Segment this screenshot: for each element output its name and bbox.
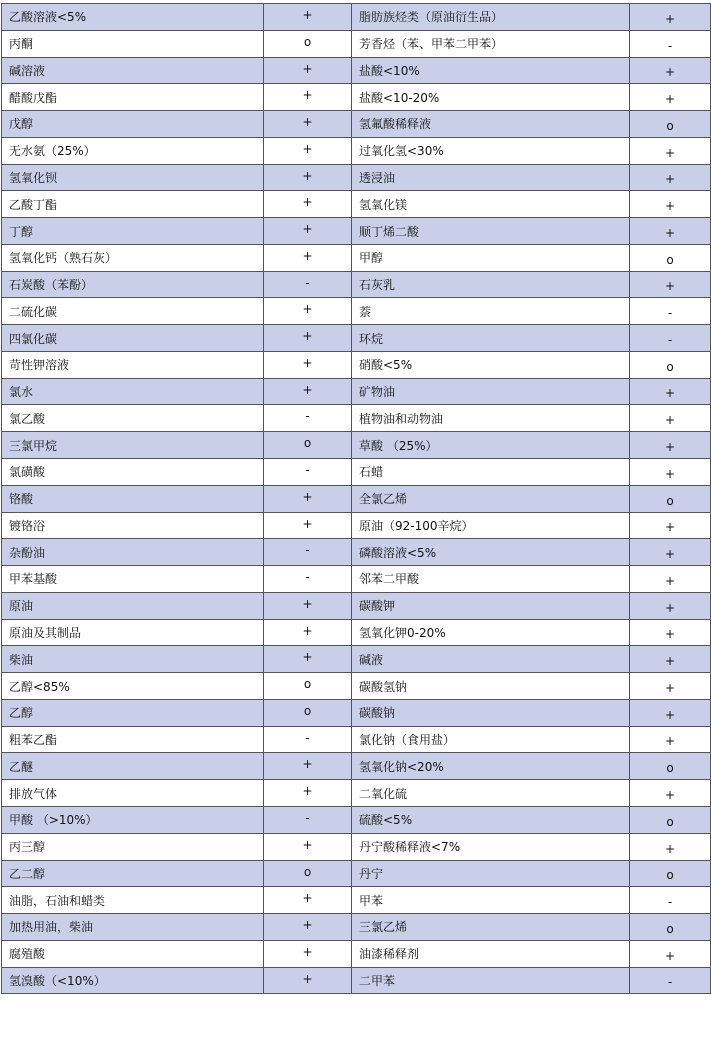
right-resistance-mark: +	[630, 405, 711, 432]
left-resistance-mark: +	[264, 298, 352, 325]
table-row	[2, 325, 711, 352]
table-row	[2, 967, 711, 994]
right-chemical-name: 石灰乳	[352, 271, 630, 298]
right-chemical-name: 丹宁酸稀释液<7%	[352, 833, 630, 860]
right-resistance-mark: +	[630, 699, 711, 726]
left-resistance-mark: o	[264, 30, 352, 57]
left-resistance-mark: +	[264, 164, 352, 191]
right-chemical-name: 过氧化氢<30%	[352, 137, 630, 164]
right-chemical-name: 氢氟酸稀释液	[352, 111, 630, 138]
right-resistance-mark: +	[630, 57, 711, 84]
table-row	[2, 30, 711, 57]
right-resistance-mark: +	[630, 378, 711, 405]
right-chemical-name: 碳酸氢钠	[352, 673, 630, 700]
right-chemical-name: 碳酸钾	[352, 592, 630, 619]
left-resistance-mark: -	[264, 806, 352, 833]
left-resistance-mark: +	[264, 325, 352, 352]
right-resistance-mark: +	[630, 619, 711, 646]
right-resistance-mark: +	[630, 539, 711, 566]
right-resistance-mark: -	[630, 298, 711, 325]
left-chemical-name: 乙酸溶液<5%	[2, 4, 264, 31]
table-row	[2, 833, 711, 860]
left-resistance-mark: +	[264, 4, 352, 31]
left-chemical-name: 氢氧化钡	[2, 164, 264, 191]
right-resistance-mark: o	[630, 753, 711, 780]
right-chemical-name: 碳酸钠	[352, 699, 630, 726]
right-chemical-name: 石蜡	[352, 459, 630, 486]
table-row	[2, 164, 711, 191]
right-resistance-mark: o	[630, 806, 711, 833]
left-resistance-mark: +	[264, 191, 352, 218]
right-resistance-mark: +	[630, 566, 711, 593]
right-chemical-name: 原油（92-100辛烷）	[352, 512, 630, 539]
left-resistance-mark: -	[264, 539, 352, 566]
right-chemical-name: 环烷	[352, 325, 630, 352]
left-chemical-name: 腐殖酸	[2, 940, 264, 967]
right-chemical-name: 盐酸<10-20%	[352, 84, 630, 111]
right-resistance-mark: +	[630, 218, 711, 245]
table-row	[2, 271, 711, 298]
left-chemical-name: 氯磺酸	[2, 459, 264, 486]
right-resistance-mark: +	[630, 84, 711, 111]
table-row	[2, 512, 711, 539]
table-row	[2, 244, 711, 271]
left-resistance-mark: o	[264, 432, 352, 459]
right-resistance-mark: o	[630, 860, 711, 887]
left-resistance-mark: +	[264, 111, 352, 138]
table-row	[2, 646, 711, 673]
right-resistance-mark: +	[630, 4, 711, 31]
left-chemical-name: 乙醇	[2, 699, 264, 726]
table-row	[2, 137, 711, 164]
right-chemical-name: 二甲苯	[352, 967, 630, 994]
right-resistance-mark: o	[630, 485, 711, 512]
right-resistance-mark: +	[630, 164, 711, 191]
left-chemical-name: 氯乙酸	[2, 405, 264, 432]
right-chemical-name: 草酸 （25%）	[352, 432, 630, 459]
right-chemical-name: 氢氧化钠<20%	[352, 753, 630, 780]
right-chemical-name: 顺丁烯二酸	[352, 218, 630, 245]
left-resistance-mark: +	[264, 914, 352, 941]
right-chemical-name: 氢氧化钾0-20%	[352, 619, 630, 646]
left-resistance-mark: +	[264, 646, 352, 673]
right-chemical-name: 氯化钠（食用盐）	[352, 726, 630, 753]
left-chemical-name: 柴油	[2, 646, 264, 673]
right-resistance-mark: o	[630, 914, 711, 941]
right-chemical-name: 邻苯二甲酸	[352, 566, 630, 593]
table-row	[2, 566, 711, 593]
table-row	[2, 432, 711, 459]
left-chemical-name: 油脂，石油和蜡类	[2, 887, 264, 914]
right-chemical-name: 硝酸<5%	[352, 351, 630, 378]
table-row	[2, 780, 711, 807]
right-resistance-mark: +	[630, 271, 711, 298]
left-resistance-mark: -	[264, 726, 352, 753]
right-chemical-name: 透浸油	[352, 164, 630, 191]
right-chemical-name: 磷酸溶液<5%	[352, 539, 630, 566]
right-resistance-mark: +	[630, 646, 711, 673]
left-resistance-mark: o	[264, 699, 352, 726]
left-resistance-mark: +	[264, 940, 352, 967]
right-chemical-name: 植物油和动物油	[352, 405, 630, 432]
left-resistance-mark: +	[264, 244, 352, 271]
right-chemical-name: 脂肪族烃类（原油衍生品）	[352, 4, 630, 31]
left-chemical-name: 丙三醇	[2, 833, 264, 860]
right-chemical-name: 硫酸<5%	[352, 806, 630, 833]
right-chemical-name: 萘	[352, 298, 630, 325]
left-resistance-mark: -	[264, 405, 352, 432]
left-resistance-mark: +	[264, 780, 352, 807]
right-resistance-mark: +	[630, 592, 711, 619]
right-resistance-mark: -	[630, 967, 711, 994]
table-row	[2, 860, 711, 887]
left-resistance-mark: +	[264, 512, 352, 539]
right-chemical-name: 矿物油	[352, 378, 630, 405]
right-chemical-name: 盐酸<10%	[352, 57, 630, 84]
table-row	[2, 699, 711, 726]
left-chemical-name: 排放气体	[2, 780, 264, 807]
left-chemical-name: 乙二醇	[2, 860, 264, 887]
table-row	[2, 806, 711, 833]
right-resistance-mark: +	[630, 780, 711, 807]
left-chemical-name: 杂酚油	[2, 539, 264, 566]
left-chemical-name: 醋酸戊酯	[2, 84, 264, 111]
right-resistance-mark: +	[630, 833, 711, 860]
left-chemical-name: 乙醇<85%	[2, 673, 264, 700]
left-chemical-name: 甲苯基酸	[2, 566, 264, 593]
right-chemical-name: 二氧化硫	[352, 780, 630, 807]
table-body	[2, 4, 711, 994]
left-resistance-mark: +	[264, 84, 352, 111]
table-row	[2, 4, 711, 31]
right-resistance-mark: -	[630, 325, 711, 352]
left-chemical-name: 戊醇	[2, 111, 264, 138]
left-resistance-mark: +	[264, 57, 352, 84]
left-chemical-name: 苛性钾溶液	[2, 351, 264, 378]
left-resistance-mark: +	[264, 218, 352, 245]
left-resistance-mark: +	[264, 592, 352, 619]
table-row	[2, 940, 711, 967]
left-resistance-mark: +	[264, 378, 352, 405]
right-chemical-name: 甲醇	[352, 244, 630, 271]
right-chemical-name: 甲苯	[352, 887, 630, 914]
right-chemical-name: 三氯乙烯	[352, 914, 630, 941]
right-resistance-mark: +	[630, 673, 711, 700]
left-chemical-name: 原油	[2, 592, 264, 619]
right-chemical-name: 芳香烃（苯、甲苯二甲苯）	[352, 30, 630, 57]
table-row	[2, 111, 711, 138]
left-resistance-mark: +	[264, 887, 352, 914]
left-chemical-name: 丁醇	[2, 218, 264, 245]
right-resistance-mark: +	[630, 137, 711, 164]
right-resistance-mark: -	[630, 887, 711, 914]
right-resistance-mark: +	[630, 432, 711, 459]
left-chemical-name: 石炭酸（苯酚）	[2, 271, 264, 298]
right-chemical-name: 碱液	[352, 646, 630, 673]
left-resistance-mark: +	[264, 619, 352, 646]
left-resistance-mark: o	[264, 860, 352, 887]
left-chemical-name: 乙醚	[2, 753, 264, 780]
right-resistance-mark: -	[630, 30, 711, 57]
left-chemical-name: 二硫化碳	[2, 298, 264, 325]
left-chemical-name: 丙酮	[2, 30, 264, 57]
chemical-resistance-table	[1, 3, 711, 994]
left-resistance-mark: +	[264, 351, 352, 378]
left-chemical-name: 粗苯乙酯	[2, 726, 264, 753]
left-resistance-mark: -	[264, 459, 352, 486]
table-row	[2, 218, 711, 245]
table-row	[2, 57, 711, 84]
left-chemical-name: 无水氨（25%）	[2, 137, 264, 164]
left-chemical-name: 氯水	[2, 378, 264, 405]
right-resistance-mark: +	[630, 726, 711, 753]
left-resistance-mark: +	[264, 753, 352, 780]
left-chemical-name: 三氯甲烷	[2, 432, 264, 459]
right-resistance-mark: +	[630, 191, 711, 218]
left-resistance-mark: -	[264, 271, 352, 298]
table-row	[2, 298, 711, 325]
table-row	[2, 619, 711, 646]
table-row	[2, 592, 711, 619]
left-chemical-name: 乙酸丁酯	[2, 191, 264, 218]
right-resistance-mark: o	[630, 111, 711, 138]
right-chemical-name: 丹宁	[352, 860, 630, 887]
left-chemical-name: 加热用油，柴油	[2, 914, 264, 941]
right-resistance-mark: +	[630, 940, 711, 967]
right-chemical-name: 油漆稀释剂	[352, 940, 630, 967]
table-row	[2, 887, 711, 914]
right-resistance-mark: +	[630, 512, 711, 539]
table-row	[2, 726, 711, 753]
table-row	[2, 351, 711, 378]
table-row	[2, 459, 711, 486]
left-chemical-name: 甲酸 （>10%）	[2, 806, 264, 833]
table-row	[2, 673, 711, 700]
left-resistance-mark: o	[264, 673, 352, 700]
table-row	[2, 914, 711, 941]
right-chemical-name: 全氯乙烯	[352, 485, 630, 512]
left-resistance-mark: +	[264, 485, 352, 512]
right-resistance-mark: o	[630, 351, 711, 378]
right-chemical-name: 氢氧化镁	[352, 191, 630, 218]
left-chemical-name: 原油及其制品	[2, 619, 264, 646]
left-chemical-name: 氢溴酸（<10%）	[2, 967, 264, 994]
left-chemical-name: 碱溶液	[2, 57, 264, 84]
table-row	[2, 485, 711, 512]
table-row	[2, 191, 711, 218]
left-resistance-mark: +	[264, 137, 352, 164]
left-resistance-mark: +	[264, 833, 352, 860]
left-chemical-name: 镀铬浴	[2, 512, 264, 539]
table-row	[2, 539, 711, 566]
left-chemical-name: 四氯化碳	[2, 325, 264, 352]
table-row	[2, 753, 711, 780]
left-resistance-mark: +	[264, 967, 352, 994]
right-resistance-mark: +	[630, 459, 711, 486]
right-resistance-mark: o	[630, 244, 711, 271]
left-chemical-name: 氢氧化钙（熟石灰）	[2, 244, 264, 271]
left-chemical-name: 铬酸	[2, 485, 264, 512]
left-resistance-mark: -	[264, 566, 352, 593]
table-row	[2, 405, 711, 432]
table-row	[2, 84, 711, 111]
table-row	[2, 378, 711, 405]
